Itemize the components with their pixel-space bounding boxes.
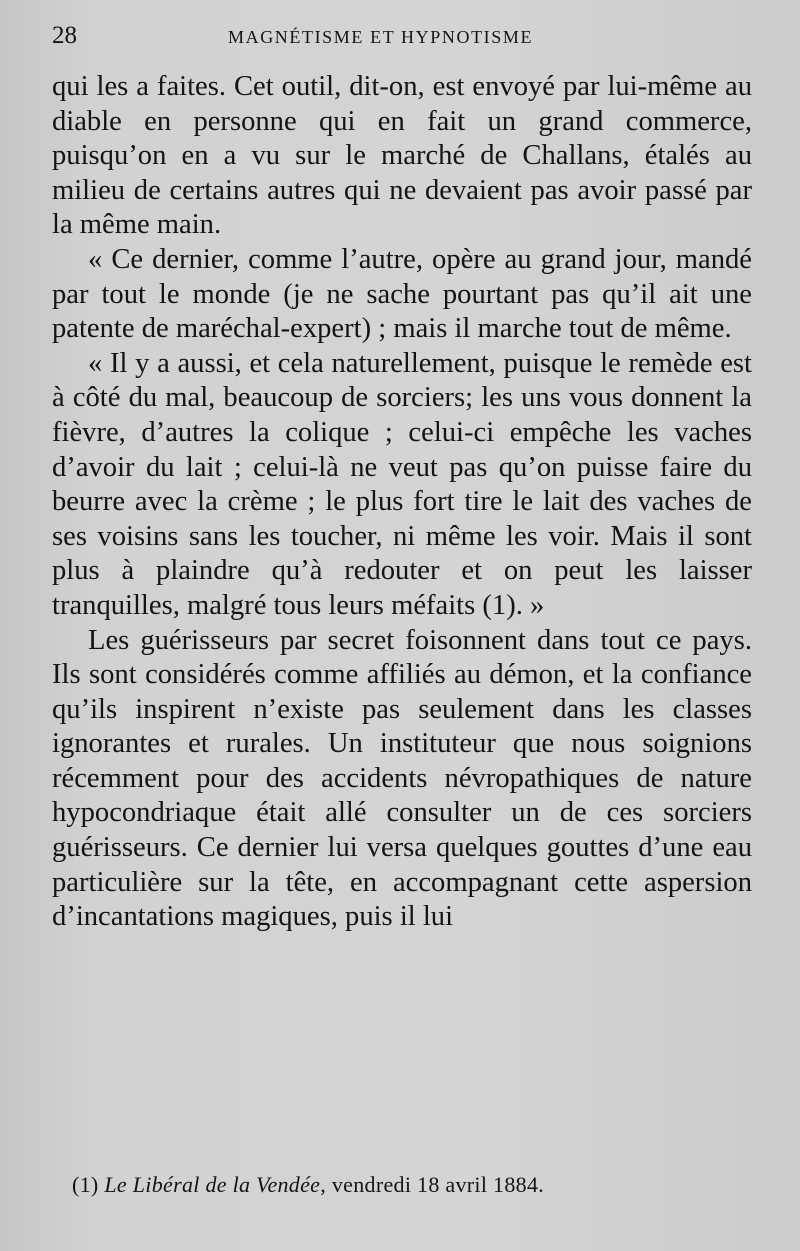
footnote [72, 1172, 752, 1198]
paragraph-4: Les guérisseurs par secret foisonnent dans tout ce pays. Ils sont considérés comme affiliés au démon, et la confiance qu’ils inspirent n’existe pas seulement dans les classes ignorantes et rurales. Un instituteur que nous soignions récemment pour des accidents névropathiques de nature hypocondriaque était allé consulter un de ces sorciers guérisseurs. Ce dernier lui versa quelques gouttes d’une eau particulière sur la tête, en accompagnant cette aspersion d’incantations magiques, puis il lui [52, 624, 752, 933]
running-title: MAGNÉTISME ET HYPNOTISME [228, 27, 534, 47]
page-header [52, 22, 752, 52]
footnote-source-date: vendredi 18 avril 1884. [331, 1172, 545, 1197]
paragraph-2: « Ce dernier, comme l’autre, opère au grand jour, mandé par tout le monde (je ne sache pourtant pas qu’il ait une patente de maréchal-expert) ; mais il marche tout de même. [52, 243, 752, 345]
paragraph-1: qui les a faites. Cet outil, dit-on, est envoyé par lui-même au diable en personne qui en fait un grand commerce, puisqu’on en a vu sur le marché de Challans, étalés au milieu de certains autres qui ne devaient pas avoir passé par la même main. [52, 71, 752, 241]
paragraph-3: « Il y a aussi, et cela naturellement, puisque le remède est à côté du mal, beaucoup de sorciers; les uns vous donnent la fièvre, d’autres la colique ; celui-ci empêche les vaches d’avoir du lait ; celui-là ne veut pas qu’on puisse faire du beurre avec la crème ; le plus fort tire le lait des vaches de ses voisins sans les toucher, ni même les voir. Mais il sont plus à plaindre qu’à redouter et on peut les laisser tranquilles, malgré tous leurs méfaits (1). » [52, 347, 752, 621]
body-text [52, 70, 752, 935]
page-number: 28 [52, 22, 77, 49]
footnote-marker: (1) [72, 1172, 99, 1197]
footnote-source-title: Le Libéral de la Vendée, [104, 1172, 327, 1197]
